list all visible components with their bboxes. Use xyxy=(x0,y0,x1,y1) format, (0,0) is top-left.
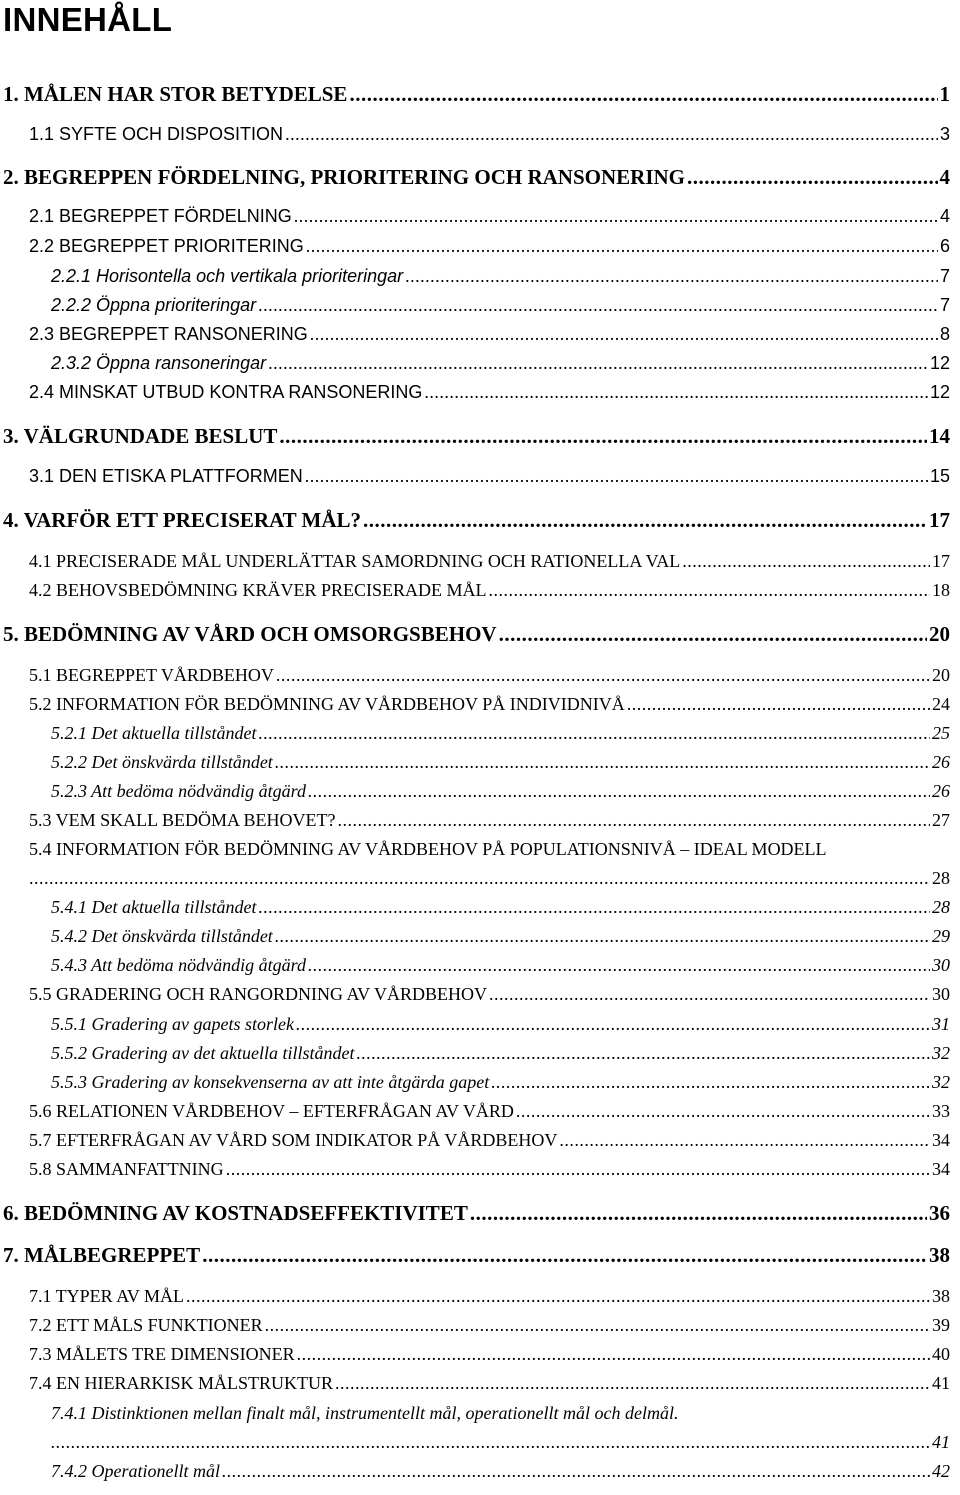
toc-entry-page: 20 xyxy=(929,622,950,646)
dot-leader xyxy=(349,82,937,107)
dot-leader xyxy=(29,868,930,889)
toc-entry-label: 7.4.1 Distinktionen mellan finalt mål, instrumentellt mål, operationellt mål och delmål. xyxy=(51,1403,679,1423)
toc-entry[interactable] xyxy=(3,622,950,647)
toc-entry[interactable] xyxy=(3,1243,950,1268)
toc-entry[interactable] xyxy=(3,424,950,449)
toc-entry[interactable] xyxy=(51,266,950,287)
toc-entry-page: 26 xyxy=(932,781,950,801)
toc-entry[interactable] xyxy=(29,810,950,831)
toc-entry-label: 7.3 MÅLETS TRE DIMENSIONER xyxy=(29,1344,295,1364)
toc-entry[interactable] xyxy=(51,1014,950,1035)
toc-entry-label: 3. VÄLGRUNDADE BESLUT xyxy=(3,424,278,448)
toc-entry-page: 8 xyxy=(939,324,950,344)
toc-entry-label: 5.2.2 Det önskvärda tillståndet xyxy=(51,752,273,772)
toc-entry-label: 5.7 EFTERFRÅGAN AV VÅRD SOM INDIKATOR PÅ VÅRDBEHOV xyxy=(29,1130,558,1150)
dot-leader xyxy=(405,266,938,287)
toc-entry-page: 39 xyxy=(932,1315,950,1335)
dot-leader xyxy=(489,984,930,1005)
dot-leader xyxy=(265,1315,930,1336)
toc-entry[interactable] xyxy=(29,694,950,715)
toc-entry-label: 5.5.1 Gradering av gapets storlek xyxy=(51,1014,294,1034)
toc-entry[interactable] xyxy=(29,1286,950,1307)
toc-entry-label: 2.2.1 Horisontella och vertikala prioriteringar xyxy=(51,266,404,286)
toc-entry[interactable] xyxy=(29,1315,950,1336)
dot-leader xyxy=(202,1243,927,1268)
toc-entry[interactable] xyxy=(29,466,950,487)
toc-entry-label: 2.2 BEGREPPET PRIORITERING xyxy=(29,236,304,256)
toc-entry-label: 5.3 VEM SKALL BEDÖMA BEHOVET? xyxy=(29,810,336,830)
toc-entry[interactable] xyxy=(3,82,950,107)
toc-entry[interactable] xyxy=(29,324,950,345)
dot-leader xyxy=(335,1373,930,1394)
dot-leader xyxy=(308,955,930,976)
toc-entry-page: 24 xyxy=(932,694,950,714)
dot-leader xyxy=(285,124,938,145)
dot-leader xyxy=(226,1159,930,1180)
toc-entry-label: 5.5 GRADERING OCH RANGORDNING AV VÅRDBEHOV xyxy=(29,984,488,1004)
toc-entry-label: 2.2.2 Öppna prioriteringar xyxy=(51,295,257,315)
toc-entry[interactable] xyxy=(51,353,950,374)
dot-leader xyxy=(489,580,930,601)
toc-entry[interactable] xyxy=(3,508,950,533)
toc-entry[interactable] xyxy=(29,382,950,403)
toc-entry[interactable] xyxy=(29,1373,950,1394)
toc-entry-page: 36 xyxy=(929,1201,950,1225)
toc-entry[interactable] xyxy=(29,1159,950,1180)
toc-entry-label: 4.2 BEHOVSBEDÖMNING KRÄVER PRECISERADE MÅL xyxy=(29,580,487,600)
toc-entry-page: 34 xyxy=(932,1159,950,1179)
toc-entry-page: 33 xyxy=(932,1101,950,1121)
dot-leader xyxy=(310,324,938,345)
toc-entry-label: 5. BEDÖMNING AV VÅRD OCH OMSORGSBEHOV xyxy=(3,622,497,646)
toc-entry[interactable] xyxy=(51,1043,950,1064)
dot-leader xyxy=(222,1461,930,1482)
page-title: INNEHÅLL xyxy=(3,1,173,38)
toc-entry-page: 41 xyxy=(932,1373,950,1393)
dot-leader xyxy=(258,295,938,316)
toc-entry-label: 7.1 TYPER AV MÅL xyxy=(29,1286,185,1306)
toc-entry-label: 5.2.1 Det aktuella tillståndet xyxy=(51,723,257,743)
toc-entry-page: 7 xyxy=(939,295,950,315)
toc-entry-label: 5.4 INFORMATION FÖR BEDÖMNING AV VÅRDBEHOV PÅ POPULATIONSNIVÅ – IDEAL MODELL xyxy=(29,839,827,859)
toc-entry-page: 6 xyxy=(939,236,950,256)
toc-entry-label: 5.4.3 Att bedöma nödvändig åtgärd xyxy=(51,955,306,975)
toc-entry-page: 30 xyxy=(932,984,950,1004)
toc-entry-wrapped[interactable] xyxy=(51,1403,678,1424)
toc-entry[interactable] xyxy=(29,984,950,1005)
toc-entry-label: 3.1 DEN ETISKA PLATTFORMEN xyxy=(29,466,303,486)
toc-entry[interactable] xyxy=(51,897,950,918)
toc-entry-label: 5.6 RELATIONEN VÅRDBEHOV – EFTERFRÅGAN AV VÅRD xyxy=(29,1101,514,1121)
toc-entry-page: 14 xyxy=(929,424,950,448)
toc-entry[interactable] xyxy=(51,295,950,316)
toc-entry-page: 30 xyxy=(932,955,950,975)
toc-entry[interactable] xyxy=(51,926,950,947)
toc-entry-page: 38 xyxy=(929,1243,950,1267)
toc-entry-page: 26 xyxy=(932,752,950,772)
toc-entry[interactable] xyxy=(29,124,950,145)
toc-entry-page: 29 xyxy=(932,926,950,946)
toc-entry-label: 4. VARFÖR ETT PRECISERAT MÅL? xyxy=(3,508,362,532)
dot-leader xyxy=(268,353,928,374)
toc-entry[interactable] xyxy=(29,551,950,572)
toc-entry-page: 25 xyxy=(932,723,950,743)
dot-leader xyxy=(356,1043,930,1064)
dot-leader xyxy=(424,382,928,403)
toc-entry-label: 5.2.3 Att bedöma nödvändig åtgärd xyxy=(51,781,306,801)
toc-entry-label: 2.3 BEGREPPET RANSONERING xyxy=(29,324,308,344)
dot-leader xyxy=(297,1344,930,1365)
toc-entry-page: 42 xyxy=(932,1461,950,1481)
dot-leader xyxy=(627,694,930,715)
dot-leader xyxy=(687,165,938,190)
dot-leader xyxy=(306,236,938,257)
dot-leader xyxy=(294,206,938,227)
dot-leader xyxy=(305,466,928,487)
toc-entry-label: 7.2 ETT MÅLS FUNKTIONER xyxy=(29,1315,263,1335)
dot-leader xyxy=(559,1130,930,1151)
toc-entry-page: 4 xyxy=(939,206,950,226)
toc-entry-continuation xyxy=(51,1432,950,1453)
dot-leader xyxy=(186,1286,930,1307)
toc-entry[interactable] xyxy=(51,955,950,976)
toc-entry-page: 32 xyxy=(932,1072,950,1092)
toc-entry-page: 40 xyxy=(932,1344,950,1364)
toc-entry-page: 7 xyxy=(939,266,950,286)
dot-leader xyxy=(491,1072,930,1093)
toc-entry-label: 5.8 SAMMANFATTNING xyxy=(29,1159,224,1179)
toc-entry[interactable] xyxy=(29,206,950,227)
toc-entry-label: 2.1 BEGREPPET FÖRDELNING xyxy=(29,206,292,226)
toc-entry[interactable] xyxy=(3,165,950,190)
toc-entry-page: 32 xyxy=(932,1043,950,1063)
toc-entry-label: 7.4 EN HIERARKISK MÅLSTRUKTUR xyxy=(29,1373,334,1393)
toc-entry-page: 20 xyxy=(932,665,950,685)
dot-leader xyxy=(258,723,930,744)
toc-entry[interactable] xyxy=(29,665,950,686)
toc-entry-page: 12 xyxy=(929,382,950,402)
dot-leader xyxy=(516,1101,930,1122)
toc-entry-label: 6. BEDÖMNING AV KOSTNADSEFFEKTIVITET xyxy=(3,1201,468,1225)
toc-entry-label: 5.4.1 Det aktuella tillståndet xyxy=(51,897,257,917)
toc-entry-label: 5.5.3 Gradering av konsekvenserna av att inte åtgärda gapet xyxy=(51,1072,490,1092)
dot-leader xyxy=(258,897,930,918)
toc-entry[interactable] xyxy=(51,1461,950,1482)
toc-entry[interactable] xyxy=(51,752,950,773)
toc-entry-label: 2.3.2 Öppna ransoneringar xyxy=(51,353,267,373)
toc-entry[interactable] xyxy=(51,781,950,802)
toc-entry-label: 1.1 SYFTE OCH DISPOSITION xyxy=(29,124,284,144)
toc-entry[interactable] xyxy=(29,1101,950,1122)
dot-leader xyxy=(275,752,930,773)
toc-entry-label: 5.5.2 Gradering av det aktuella tillståndet xyxy=(51,1043,355,1063)
toc-entry-label: 7.4.2 Operationellt mål xyxy=(51,1461,220,1481)
toc-entry-page: 28 xyxy=(932,868,950,888)
toc-entry[interactable] xyxy=(29,236,950,257)
dot-leader xyxy=(51,1432,930,1453)
toc-entry[interactable] xyxy=(3,1201,950,1226)
toc-entry-page: 34 xyxy=(932,1130,950,1150)
toc-entry-page: 4 xyxy=(939,165,950,189)
toc-entry-page: 15 xyxy=(929,466,950,486)
toc-entry-label: 1. MÅLEN HAR STOR BETYDELSE xyxy=(3,82,348,106)
toc-entry-label: 5.4.2 Det önskvärda tillståndet xyxy=(51,926,273,946)
toc-entry-page: 1 xyxy=(939,82,950,106)
toc-entry-page: 17 xyxy=(932,551,950,571)
toc-entry[interactable] xyxy=(51,723,950,744)
toc-entry-label: 4.1 PRECISERADE MÅL UNDERLÄTTAR SAMORDNING OCH RATIONELLA VAL xyxy=(29,551,681,571)
toc-entry-label: 5.2 INFORMATION FÖR BEDÖMNING AV VÅRDBEHOV PÅ INDIVIDNIVÅ xyxy=(29,694,625,714)
toc-entry-continuation xyxy=(29,868,950,889)
toc-entry-label: 2.4 MINSKAT UTBUD KONTRA RANSONERING xyxy=(29,382,423,402)
toc-entry-page: 18 xyxy=(932,580,950,600)
toc-entry-label: 5.1 BEGREPPET VÅRDBEHOV xyxy=(29,665,274,685)
toc-entry-page: 28 xyxy=(932,897,950,917)
toc-entry-page: 17 xyxy=(929,508,950,532)
dot-leader xyxy=(499,622,927,647)
dot-leader xyxy=(470,1201,927,1226)
dot-leader xyxy=(275,926,930,947)
toc-entry[interactable] xyxy=(51,1072,950,1093)
toc-entry-page: 12 xyxy=(929,353,950,373)
toc-entry-label: 2. BEGREPPEN FÖRDELNING, PRIORITERING OCH RANSONERING xyxy=(3,165,685,189)
dot-leader xyxy=(363,508,927,533)
toc-entry-page: 27 xyxy=(932,810,950,830)
dot-leader xyxy=(279,424,927,449)
dot-leader xyxy=(338,810,931,831)
toc-entry[interactable] xyxy=(29,580,950,601)
toc-entry-page: 31 xyxy=(932,1014,950,1034)
dot-leader xyxy=(308,781,930,802)
toc-entry-wrapped[interactable] xyxy=(29,839,827,860)
toc-entry-label: 7. MÅLBEGREPPET xyxy=(3,1243,201,1267)
toc-entry-page: 3 xyxy=(939,124,950,144)
toc-entry-page: 38 xyxy=(932,1286,950,1306)
toc-entry-page: 41 xyxy=(932,1432,950,1452)
toc-entry[interactable] xyxy=(29,1130,950,1151)
dot-leader xyxy=(276,665,930,686)
dot-leader xyxy=(682,551,930,572)
dot-leader xyxy=(296,1014,930,1035)
toc-entry[interactable] xyxy=(29,1344,950,1365)
